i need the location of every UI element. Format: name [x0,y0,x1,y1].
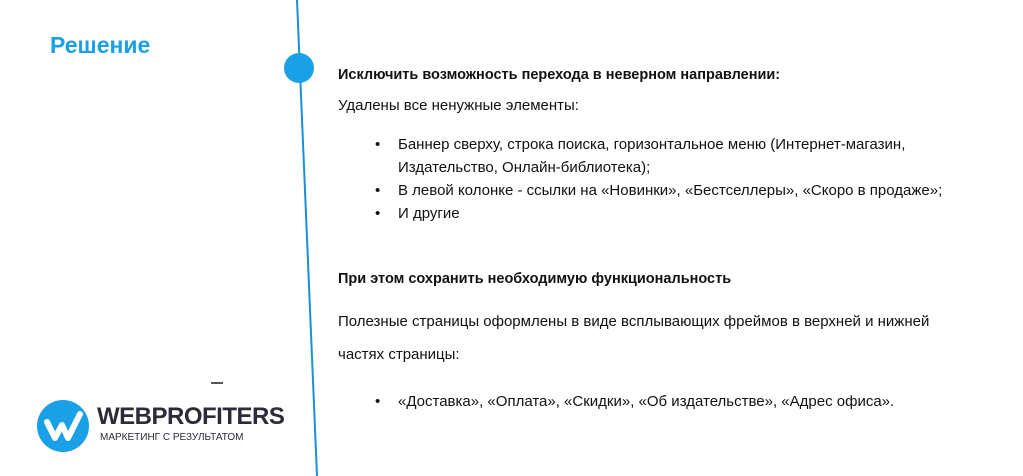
webprofiters-logo-icon [37,400,89,452]
logo [37,400,285,456]
section2-line1: Полезные страницы оформлены в виде всплывающих фреймов в верхней и нижней [338,313,930,330]
list-item: • «Доставка», «Оплата», «Скидки», «Об издательстве», «Адрес офиса». [338,390,894,413]
section2-bullet-list [338,390,894,413]
list-item: • В левой колонке - ссылки на «Новинки», «Бестселлеры», «Скоро в продаже»; [338,179,942,202]
logo-tagline: МАРКЕТИНГ С РЕЗУЛЬТАТОМ [100,432,244,443]
section1-bullet-list [338,133,942,225]
timeline-dot [284,53,314,83]
list-item-continuation [338,156,942,179]
list-item: • Баннер сверху, строка поиска, горизонтальное меню (Интернет-магазин, [338,133,942,156]
slide-title: Решение [50,32,151,58]
section1-intro: Удалены все ненужные элементы: [338,97,579,114]
list-item-continuation-text: Издательство, Онлайн-библиотека); [398,159,651,176]
list-item: • И другие [338,202,942,225]
section2-heading: При этом сохранить необходимую функциональность [338,271,732,287]
logo-name: WEBPROFITERS [97,403,285,430]
section1-heading: Исключить возможность перехода в неверном направлении: [338,67,781,83]
decorative-dash [211,382,223,384]
section2-line2: частях страницы: [338,346,460,363]
